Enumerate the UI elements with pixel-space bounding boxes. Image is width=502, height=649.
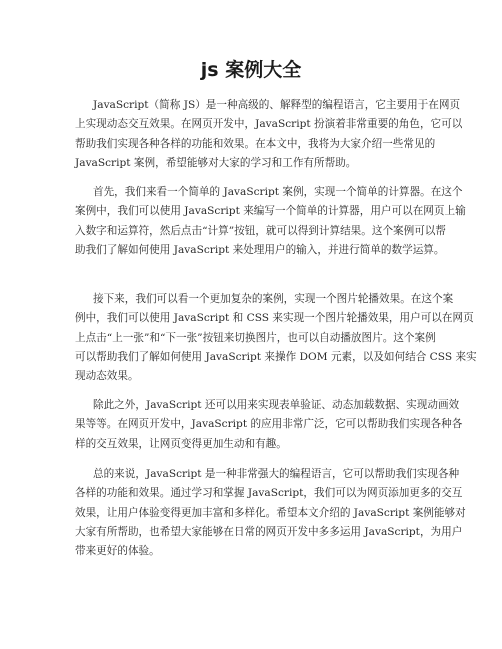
paragraph-line: 上点击“上一张”和“下一张”按钮来切换图片，也可以自动播放图片。这个案例 (75, 331, 436, 344)
paragraph-carousel (75, 290, 477, 386)
paragraph-line: 带来更好的体验。 (75, 545, 160, 558)
paragraph-line: 除此之外，JavaScript 还可以用来实现表单验证、动态加载数据、实现动画效 (93, 399, 460, 411)
paragraph-conclusion (75, 465, 466, 561)
paragraph-line: 现动态效果。 (75, 370, 139, 383)
paragraph-other-uses (75, 396, 463, 454)
paragraph-line: 效果，让用户体验变得更加丰富和多样化。希望本文介绍的 JavaScript 案例能够对 (75, 506, 466, 519)
paragraph-line: 例中，我们可以使用 JavaScript 和 CSS 来实现一个图片轮播效果，用户可以在网页 (75, 312, 474, 325)
document-title: js 案例大全 (200, 59, 302, 81)
paragraph-line: 助我们了解如何使用 JavaScript 来处理用户的输入，并进行简单的数学运算。 (75, 243, 445, 256)
paragraph-line: JavaScript 案例，希望能够对大家的学习和工作有所帮助。 (75, 156, 357, 169)
paragraph-line: 上实现动态交互效果。在网页开发中，JavaScript 扮演着非常重要的角色，它可以 (75, 118, 463, 131)
paragraph-line: 大家有所帮助，也希望大家能够在日常的网页开发中多多运用 JavaScript，为用户 (75, 525, 463, 538)
paragraph-line: 各样的功能和效果。通过学习和掌握 JavaScript，我们可以为网页添加更多的交互 (75, 487, 463, 500)
paragraph-line: 接下来，我们可以看一个更加复杂的案例，实现一个图片轮播效果。在这个案 (93, 293, 454, 305)
paragraph-line: 首先，我们来看一个简单的 JavaScript 案例，实现一个简单的计算器。在这个 (93, 186, 463, 198)
paragraph-line: JavaScript（简称 JS）是一种高级的、解释型的编程语言，它主要用于在网页 (93, 99, 461, 111)
paragraph-line: 入数字和运算符，然后点击“计算”按钮，就可以得到计算结果。这个案例可以帮 (75, 224, 447, 237)
paragraph-line: 案例中，我们可以使用 JavaScript 来编写一个简单的计算器，用户可以在网页上输 (75, 205, 466, 218)
paragraph-line: 帮助我们实现各种各样的功能和效果。在本文中，我将为大家介绍一些常见的 (75, 137, 436, 150)
paragraph-line: 总的来说，JavaScript 是一种非常强大的编程语言，它可以帮助我们实现各种 (93, 468, 460, 480)
paragraph-line: 可以帮助我们了解如何使用 JavaScript 来操作 DOM 元素，以及如何结合 CSS 来实 (75, 350, 477, 363)
paragraph-line: 样的交互效果，让网页变得更加生动和有趣。 (75, 437, 287, 450)
paragraph-intro (75, 96, 463, 173)
paragraph-line: 果等等。在网页开发中，JavaScript 的应用非常广泛，它可以帮助我们实现各种各 (75, 418, 463, 431)
paragraph-calculator (75, 183, 466, 260)
